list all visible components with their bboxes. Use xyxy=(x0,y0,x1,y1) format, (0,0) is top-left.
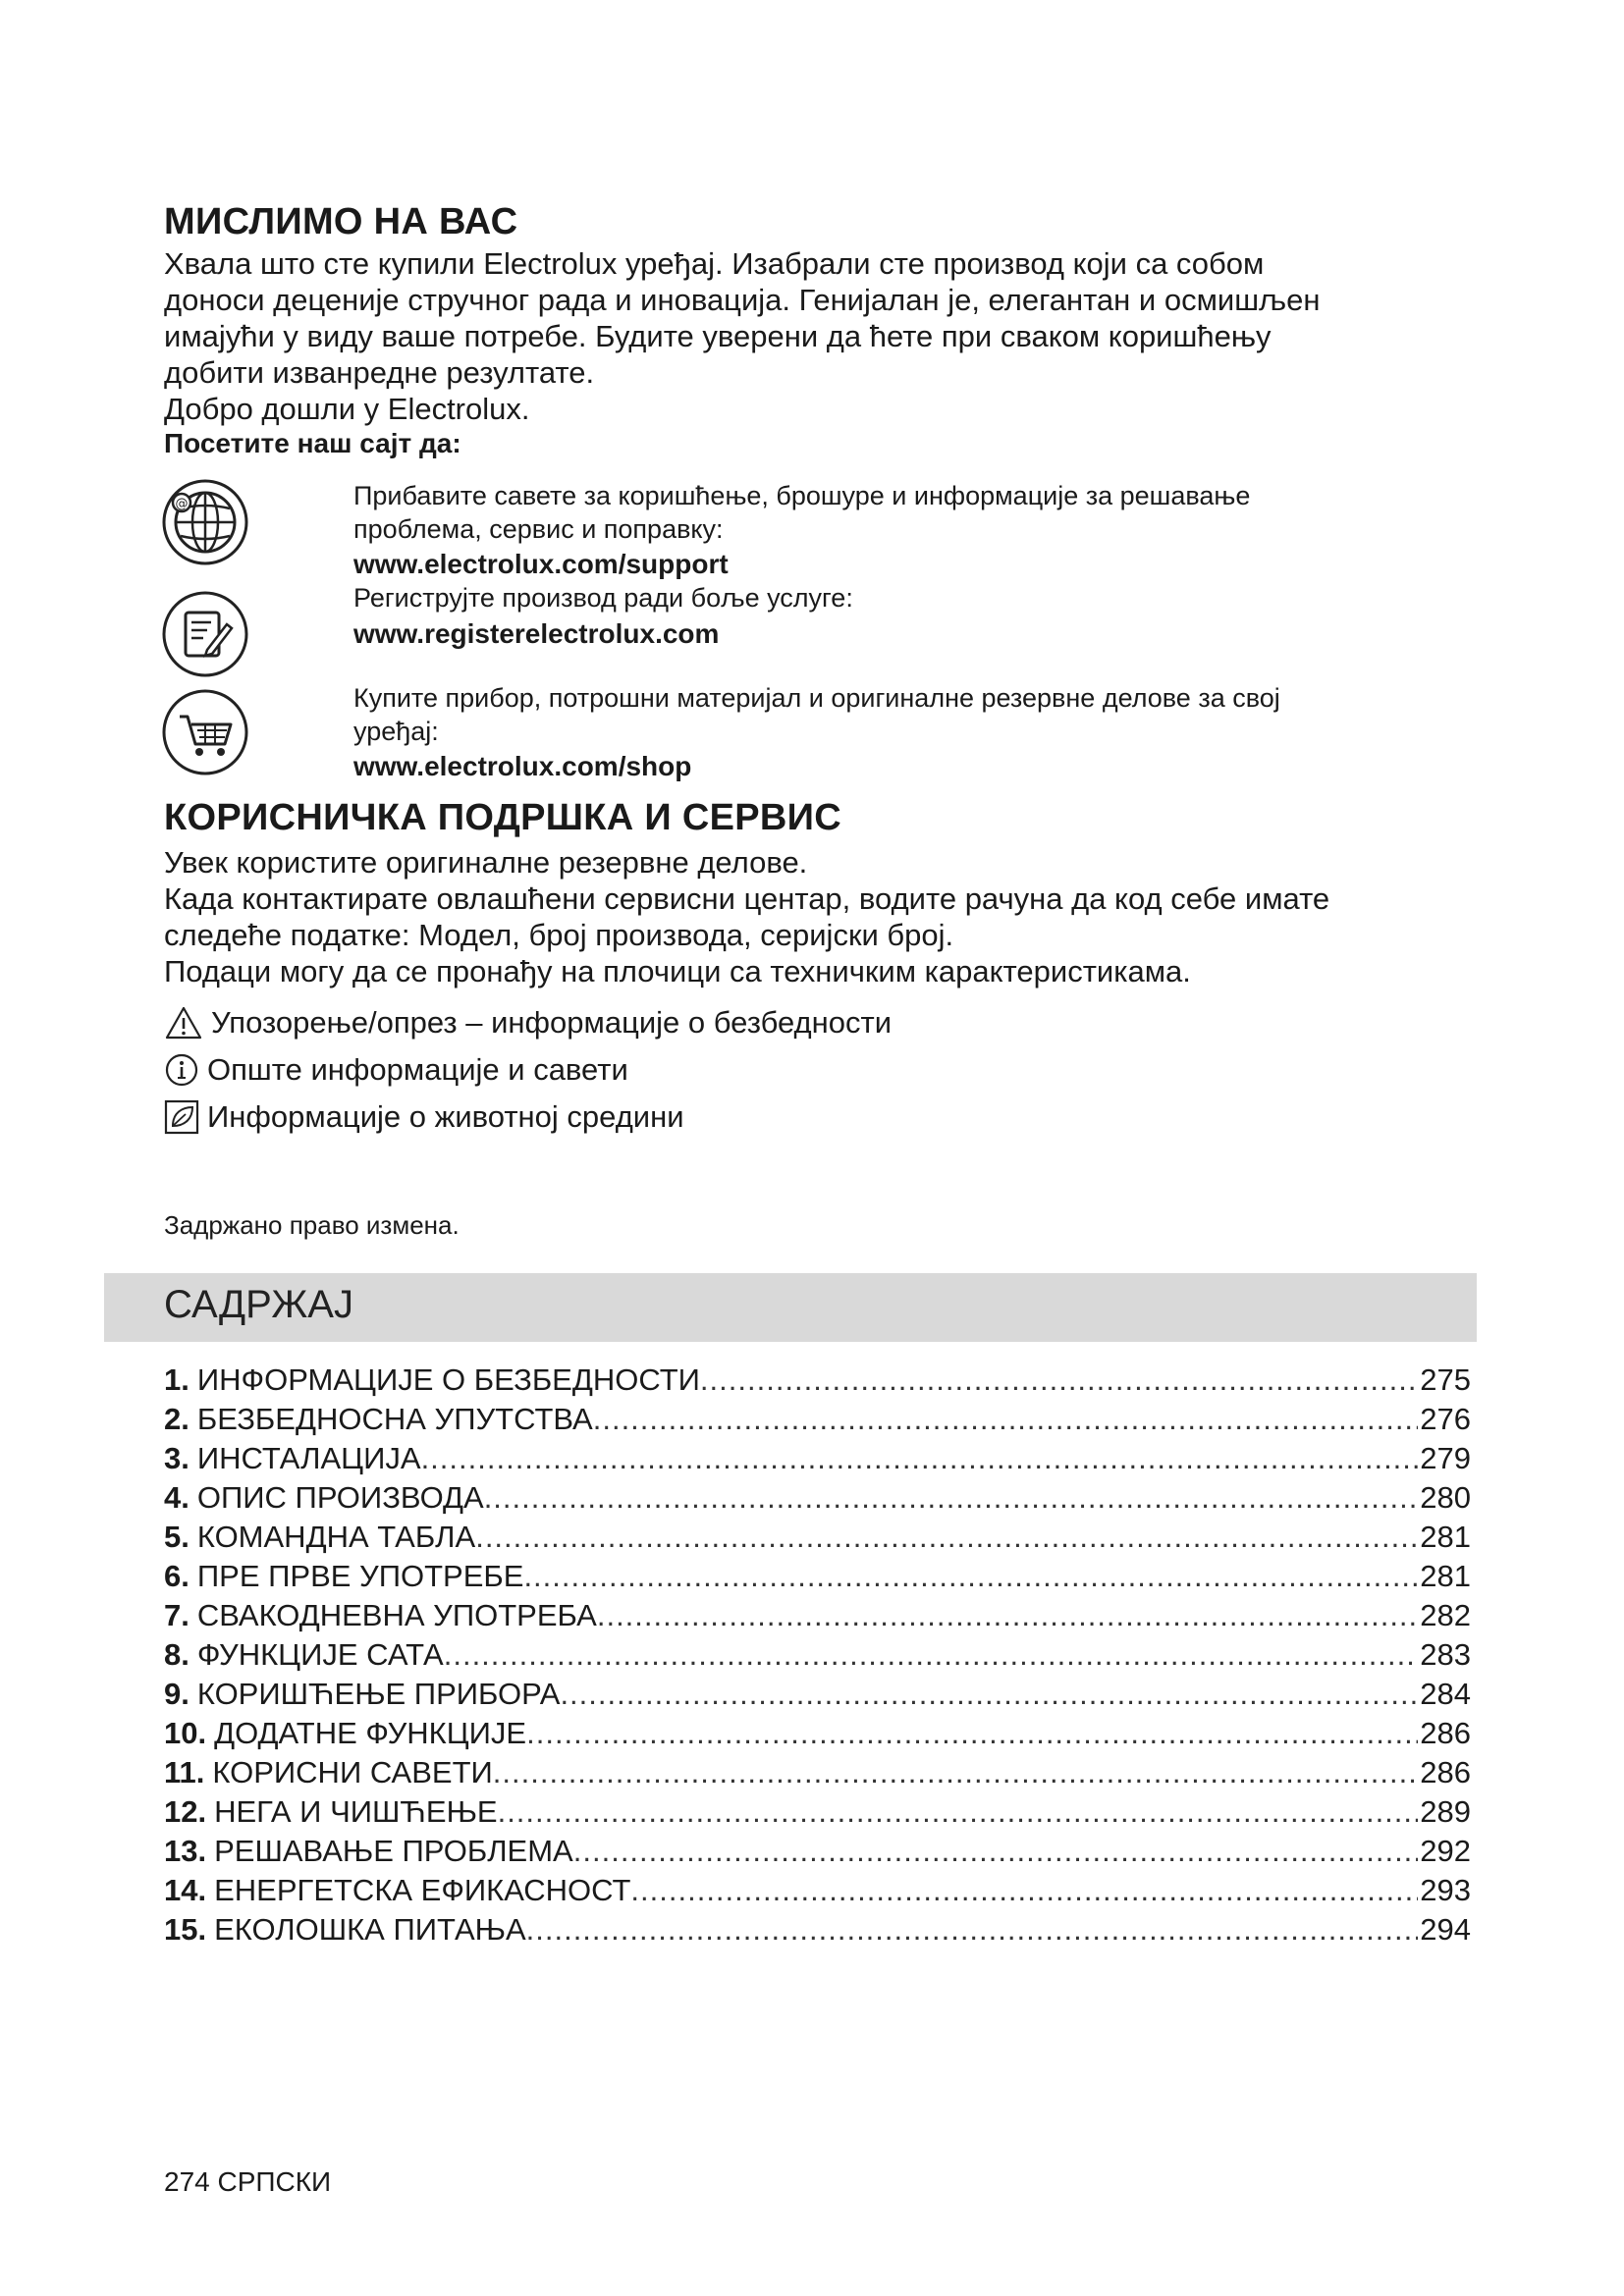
toc-page: 286 xyxy=(1420,1716,1471,1750)
support-line: Када контактирате овлашћени сервисни центар, водите рачуна да код себе имате xyxy=(164,881,1330,916)
toc-label: ДОДАТНЕ ФУНКЦИЈЕ xyxy=(214,1716,527,1750)
toc-entry[interactable] xyxy=(164,1755,1471,1794)
support-item-text: Прибавите савете за коришћење, брошуре и информације за решавање xyxy=(353,481,1251,510)
support-line: Подаци могу да се пронађу на плочици са техничким карактеристикама. xyxy=(164,954,1191,988)
toc-number: 14. xyxy=(164,1873,207,1907)
toc-entry[interactable] xyxy=(164,1912,1471,1951)
toc-label: КОМАНДНА ТАБЛА xyxy=(196,1520,476,1554)
toc-number: 2. xyxy=(164,1402,189,1436)
shop-item-text: Купите прибор, потрошни материјал и оригиналне резервне делове за свој xyxy=(353,683,1280,713)
toc-label: ИНФОРМАЦИЈЕ О БЕЗБЕДНОСТИ xyxy=(196,1362,700,1397)
toc-label: ЕНЕРГЕТСКА ЕФИКАСНОСТ xyxy=(214,1873,631,1907)
toc-page: 283 xyxy=(1420,1637,1471,1672)
toc-label: РЕШАВАЊЕ ПРОБЛЕМА xyxy=(214,1834,573,1868)
toc-entry[interactable] xyxy=(164,1873,1471,1912)
support-item xyxy=(353,479,1250,583)
support-line: следеће податке: Модел, број производа, серијски број. xyxy=(164,918,954,952)
toc-leader xyxy=(573,1834,1419,1869)
shopping-cart-icon xyxy=(160,687,250,777)
legend-environment xyxy=(164,1097,684,1137)
toc-entry[interactable] xyxy=(164,1598,1471,1637)
toc-entry[interactable] xyxy=(164,1559,1471,1598)
legend-warning xyxy=(164,1003,892,1042)
toc-leader xyxy=(560,1677,1418,1712)
toc-label: ОПИС ПРОИЗВОДА xyxy=(196,1480,484,1515)
toc-number: 13. xyxy=(164,1834,207,1868)
toc-label: ЕКОЛОШКА ПИТАЊА xyxy=(214,1912,526,1947)
toc-number: 5. xyxy=(164,1520,189,1554)
toc-entry[interactable] xyxy=(164,1362,1471,1402)
toc-entry[interactable] xyxy=(164,1794,1471,1834)
intro-line: добити изванредне резултате. xyxy=(164,355,595,390)
toc-label: НЕГА И ЧИШЋЕЊЕ xyxy=(214,1794,498,1829)
toc-entry[interactable] xyxy=(164,1637,1471,1677)
register-document-icon xyxy=(160,589,250,679)
support-paragraph xyxy=(164,844,1480,989)
toc-page: 281 xyxy=(1420,1559,1471,1593)
toc-leader xyxy=(421,1441,1419,1476)
toc-page: 281 xyxy=(1420,1520,1471,1554)
intro-line: имајући у виду ваше потребе. Будите уверени да ћете при сваком коришћењу xyxy=(164,319,1272,353)
toc-page: 292 xyxy=(1420,1834,1471,1868)
page-footer: 274 СРПСКИ xyxy=(164,2166,332,2197)
toc-page: 280 xyxy=(1420,1480,1471,1515)
intro-line: Хвала што сте купили Electrolux уређај. Изабрали сте производ који са собом xyxy=(164,246,1265,281)
toc-entry[interactable] xyxy=(164,1834,1471,1873)
toc-label: ИНСТАЛАЦИЈА xyxy=(196,1441,421,1475)
toc-page: 294 xyxy=(1420,1912,1471,1947)
toc-leader xyxy=(475,1520,1418,1555)
toc-number: 11. xyxy=(164,1755,205,1789)
support-link[interactable]: www.electrolux.com/support xyxy=(353,549,729,579)
toc-leader xyxy=(597,1598,1418,1633)
support-item-text: проблема, сервис и поправку: xyxy=(353,514,724,544)
support-line: Увек користите оригиналне резервне делове. xyxy=(164,845,808,880)
intro-heading: МИСЛИМО НА ВАС xyxy=(164,201,518,242)
toc-entry[interactable] xyxy=(164,1402,1471,1441)
legend-environment-text: Информације о животној средини xyxy=(207,1099,684,1134)
toc-page: 289 xyxy=(1420,1794,1471,1829)
toc-number: 4. xyxy=(164,1480,189,1515)
info-circle-icon xyxy=(164,1052,199,1088)
toc-leader xyxy=(498,1794,1419,1830)
toc-page: 275 xyxy=(1420,1362,1471,1397)
svg-text:@: @ xyxy=(175,497,189,511)
toc-page: 293 xyxy=(1420,1873,1471,1907)
toc-leader xyxy=(630,1873,1418,1908)
toc-entry[interactable] xyxy=(164,1480,1471,1520)
toc-title: САДРЖАЈ xyxy=(164,1283,353,1326)
toc-page: 284 xyxy=(1420,1677,1471,1711)
register-link[interactable]: www.registerelectrolux.com xyxy=(353,618,720,649)
toc-leader xyxy=(526,1912,1419,1948)
toc-number: 15. xyxy=(164,1912,207,1947)
visit-site-label: Посетите наш сајт да: xyxy=(164,428,461,458)
shop-link[interactable]: www.electrolux.com/shop xyxy=(353,751,692,781)
toc-page: 279 xyxy=(1420,1441,1471,1475)
toc-number: 3. xyxy=(164,1441,189,1475)
register-item-text: Региструјте производ ради боље услуге: xyxy=(353,583,853,613)
toc-leader xyxy=(526,1716,1418,1751)
toc-label: КОРИСНИ САВЕТИ xyxy=(212,1755,493,1789)
globe-icon xyxy=(160,477,250,567)
warning-triangle-icon xyxy=(164,1005,203,1041)
toc-leader xyxy=(484,1480,1419,1516)
toc-entry[interactable] xyxy=(164,1677,1471,1716)
intro-line: Добро дошли у Electrolux. xyxy=(164,392,530,426)
toc-number: 12. xyxy=(164,1794,207,1829)
legend-warning-text: Упозорење/опрез – информације о безбедности xyxy=(211,1005,893,1040)
toc-number: 10. xyxy=(164,1716,207,1750)
toc-number: 7. xyxy=(164,1598,189,1632)
toc-leader xyxy=(700,1362,1418,1398)
toc-entry[interactable] xyxy=(164,1520,1471,1559)
toc-label: СВАКОДНЕВНА УПОТРЕБА xyxy=(196,1598,597,1632)
toc-number: 9. xyxy=(164,1677,189,1711)
reserve-note: Задржано право измена. xyxy=(164,1210,460,1240)
table-of-contents xyxy=(164,1362,1471,1951)
toc-entry[interactable] xyxy=(164,1716,1471,1755)
toc-leader xyxy=(593,1402,1419,1437)
toc-page: 276 xyxy=(1420,1402,1471,1436)
toc-number: 6. xyxy=(164,1559,189,1593)
leaf-environment-icon xyxy=(164,1099,199,1135)
toc-leader xyxy=(493,1755,1418,1790)
toc-page: 286 xyxy=(1420,1755,1471,1789)
toc-entry[interactable] xyxy=(164,1441,1471,1480)
toc-number: 1. xyxy=(164,1362,189,1397)
legend-info-text: Опште информације и савети xyxy=(207,1052,628,1087)
intro-paragraph xyxy=(164,245,1480,427)
toc-label: БЕЗБЕДНОСНА УПУТСТВА xyxy=(196,1402,593,1436)
toc-label: ПРЕ ПРВЕ УПОТРЕБЕ xyxy=(196,1559,524,1593)
toc-label: ФУНКЦИЈЕ САТА xyxy=(196,1637,444,1672)
toc-page: 282 xyxy=(1420,1598,1471,1632)
intro-line: доноси деценије стручног рада и иновација. Генијалан је, елегантан и осмишљен xyxy=(164,283,1321,317)
shop-item xyxy=(353,681,1280,785)
toc-leader xyxy=(444,1637,1419,1673)
toc-number: 8. xyxy=(164,1637,189,1672)
support-heading: КОРИСНИЧКА ПОДРШКА И СЕРВИС xyxy=(164,797,841,838)
register-item xyxy=(353,581,853,654)
toc-leader xyxy=(523,1559,1418,1594)
toc-label: КОРИШЋЕЊЕ ПРИБОРА xyxy=(196,1677,561,1711)
shop-item-text: уређај: xyxy=(353,717,439,746)
legend-info xyxy=(164,1050,628,1090)
